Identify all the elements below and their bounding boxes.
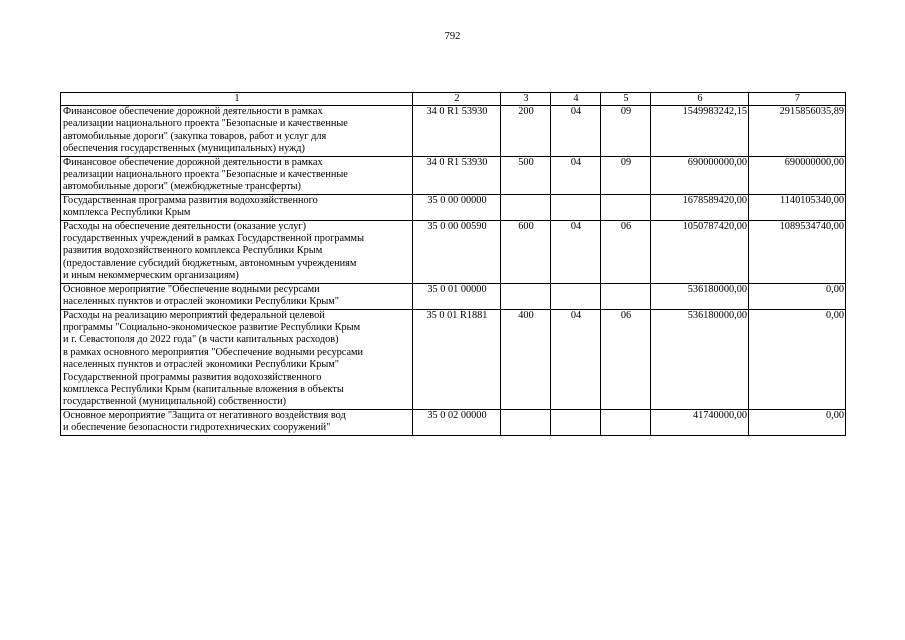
row-name-cell: Расходы на реализацию мероприятий федеральной целевой программы "Социально-экономическое развитие Республики Крым и г. Севастополя до 2022 года" (в части капитальных расходов) в рамках основного мероприятия "Обеспечение водными ресурсами населенных пунктов и отраслей экономики Республики Крым" Государственной программы развития водохозяйственного комплекса Республики Крым (капитальные вложения в объекты государственной (муниципальной) собственности) (61, 309, 413, 409)
row-subsection-cell: 09 (601, 156, 651, 194)
row-name-cell: Расходы на обеспечение деятельности (оказание услуг) государственных учреждений в рамках Государственной программы развития водохозяйственного комплекса Республики Крым (предоставление субсидий бюджетным, автономным учреждениям и иным некоммерческим организациям) (61, 220, 413, 283)
row-section-cell: 04 (551, 156, 601, 194)
row-subsection-cell (601, 283, 651, 309)
row-section-cell (551, 194, 601, 220)
row-expense-type-cell (501, 194, 551, 220)
row-expense-type-cell: 600 (501, 220, 551, 283)
row-expense-type-cell: 500 (501, 156, 551, 194)
row-amount-col6: 1050787420,00 (651, 220, 749, 283)
row-amount-col7: 2915856035,89 (749, 106, 846, 157)
row-code-cell: 34 0 R1 53930 (413, 106, 501, 157)
row-expense-type-cell (501, 283, 551, 309)
row-amount-col7: 0,00 (749, 283, 846, 309)
header-cell: 6 (651, 93, 749, 106)
row-code-cell: 35 0 00 00000 (413, 194, 501, 220)
row-code-cell: 35 0 01 R1881 (413, 309, 501, 409)
row-code-cell: 35 0 01 00000 (413, 283, 501, 309)
header-cell: 7 (749, 93, 846, 106)
table-row (61, 409, 846, 435)
row-name-cell: Основное мероприятие "Защита от негативного воздействия вод и обеспечение безопасности гидротехнических сооружений" (61, 409, 413, 435)
row-amount-col7: 1089534740,00 (749, 220, 846, 283)
table-row (61, 156, 846, 194)
table-row (61, 220, 846, 283)
row-expense-type-cell: 200 (501, 106, 551, 157)
row-amount-col6: 536180000,00 (651, 283, 749, 309)
row-section-cell: 04 (551, 309, 601, 409)
header-cell: 1 (61, 93, 413, 106)
header-cell: 2 (413, 93, 501, 106)
table-row (61, 309, 846, 409)
row-subsection-cell (601, 409, 651, 435)
row-amount-col6: 1678589420,00 (651, 194, 749, 220)
row-subsection-cell: 06 (601, 309, 651, 409)
table-row (61, 283, 846, 309)
row-expense-type-cell: 400 (501, 309, 551, 409)
row-code-cell: 34 0 R1 53930 (413, 156, 501, 194)
row-subsection-cell (601, 194, 651, 220)
row-subsection-cell: 06 (601, 220, 651, 283)
row-amount-col6: 690000000,00 (651, 156, 749, 194)
row-amount-col6: 1549983242,15 (651, 106, 749, 157)
table-row (61, 106, 846, 157)
row-name-cell: Финансовое обеспечение дорожной деятельности в рамках реализации национального проекта "Безопасные и качественные автомобильные дороги" (межбюджетные трансферты) (61, 156, 413, 194)
header-cell: 5 (601, 93, 651, 106)
row-amount-col7: 0,00 (749, 409, 846, 435)
header-cell: 3 (501, 93, 551, 106)
row-section-cell: 04 (551, 220, 601, 283)
page-number: 792 (444, 31, 461, 42)
row-expense-type-cell (501, 409, 551, 435)
row-amount-col7: 0,00 (749, 309, 846, 409)
header-cell: 4 (551, 93, 601, 106)
row-name-cell: Государственная программа развития водохозяйственного комплекса Республики Крым (61, 194, 413, 220)
budget-table (60, 92, 846, 436)
table-row (61, 194, 846, 220)
row-name-cell: Основное мероприятие "Обеспечение водными ресурсами населенных пунктов и отраслей экономики Республики Крым" (61, 283, 413, 309)
row-subsection-cell: 09 (601, 106, 651, 157)
row-amount-col7: 1140105340,00 (749, 194, 846, 220)
row-section-cell (551, 283, 601, 309)
row-section-cell (551, 409, 601, 435)
table-header-row (61, 93, 846, 106)
row-code-cell: 35 0 02 00000 (413, 409, 501, 435)
row-amount-col7: 690000000,00 (749, 156, 846, 194)
row-amount-col6: 536180000,00 (651, 309, 749, 409)
row-code-cell: 35 0 00 00590 (413, 220, 501, 283)
row-amount-col6: 41740000,00 (651, 409, 749, 435)
row-name-cell: Финансовое обеспечение дорожной деятельности в рамках реализации национального проекта "Безопасные и качественные автомобильные дороги" (закупка товаров, работ и услуг для обеспечения государственных (муниципальных) нужд) (61, 106, 413, 157)
row-section-cell: 04 (551, 106, 601, 157)
